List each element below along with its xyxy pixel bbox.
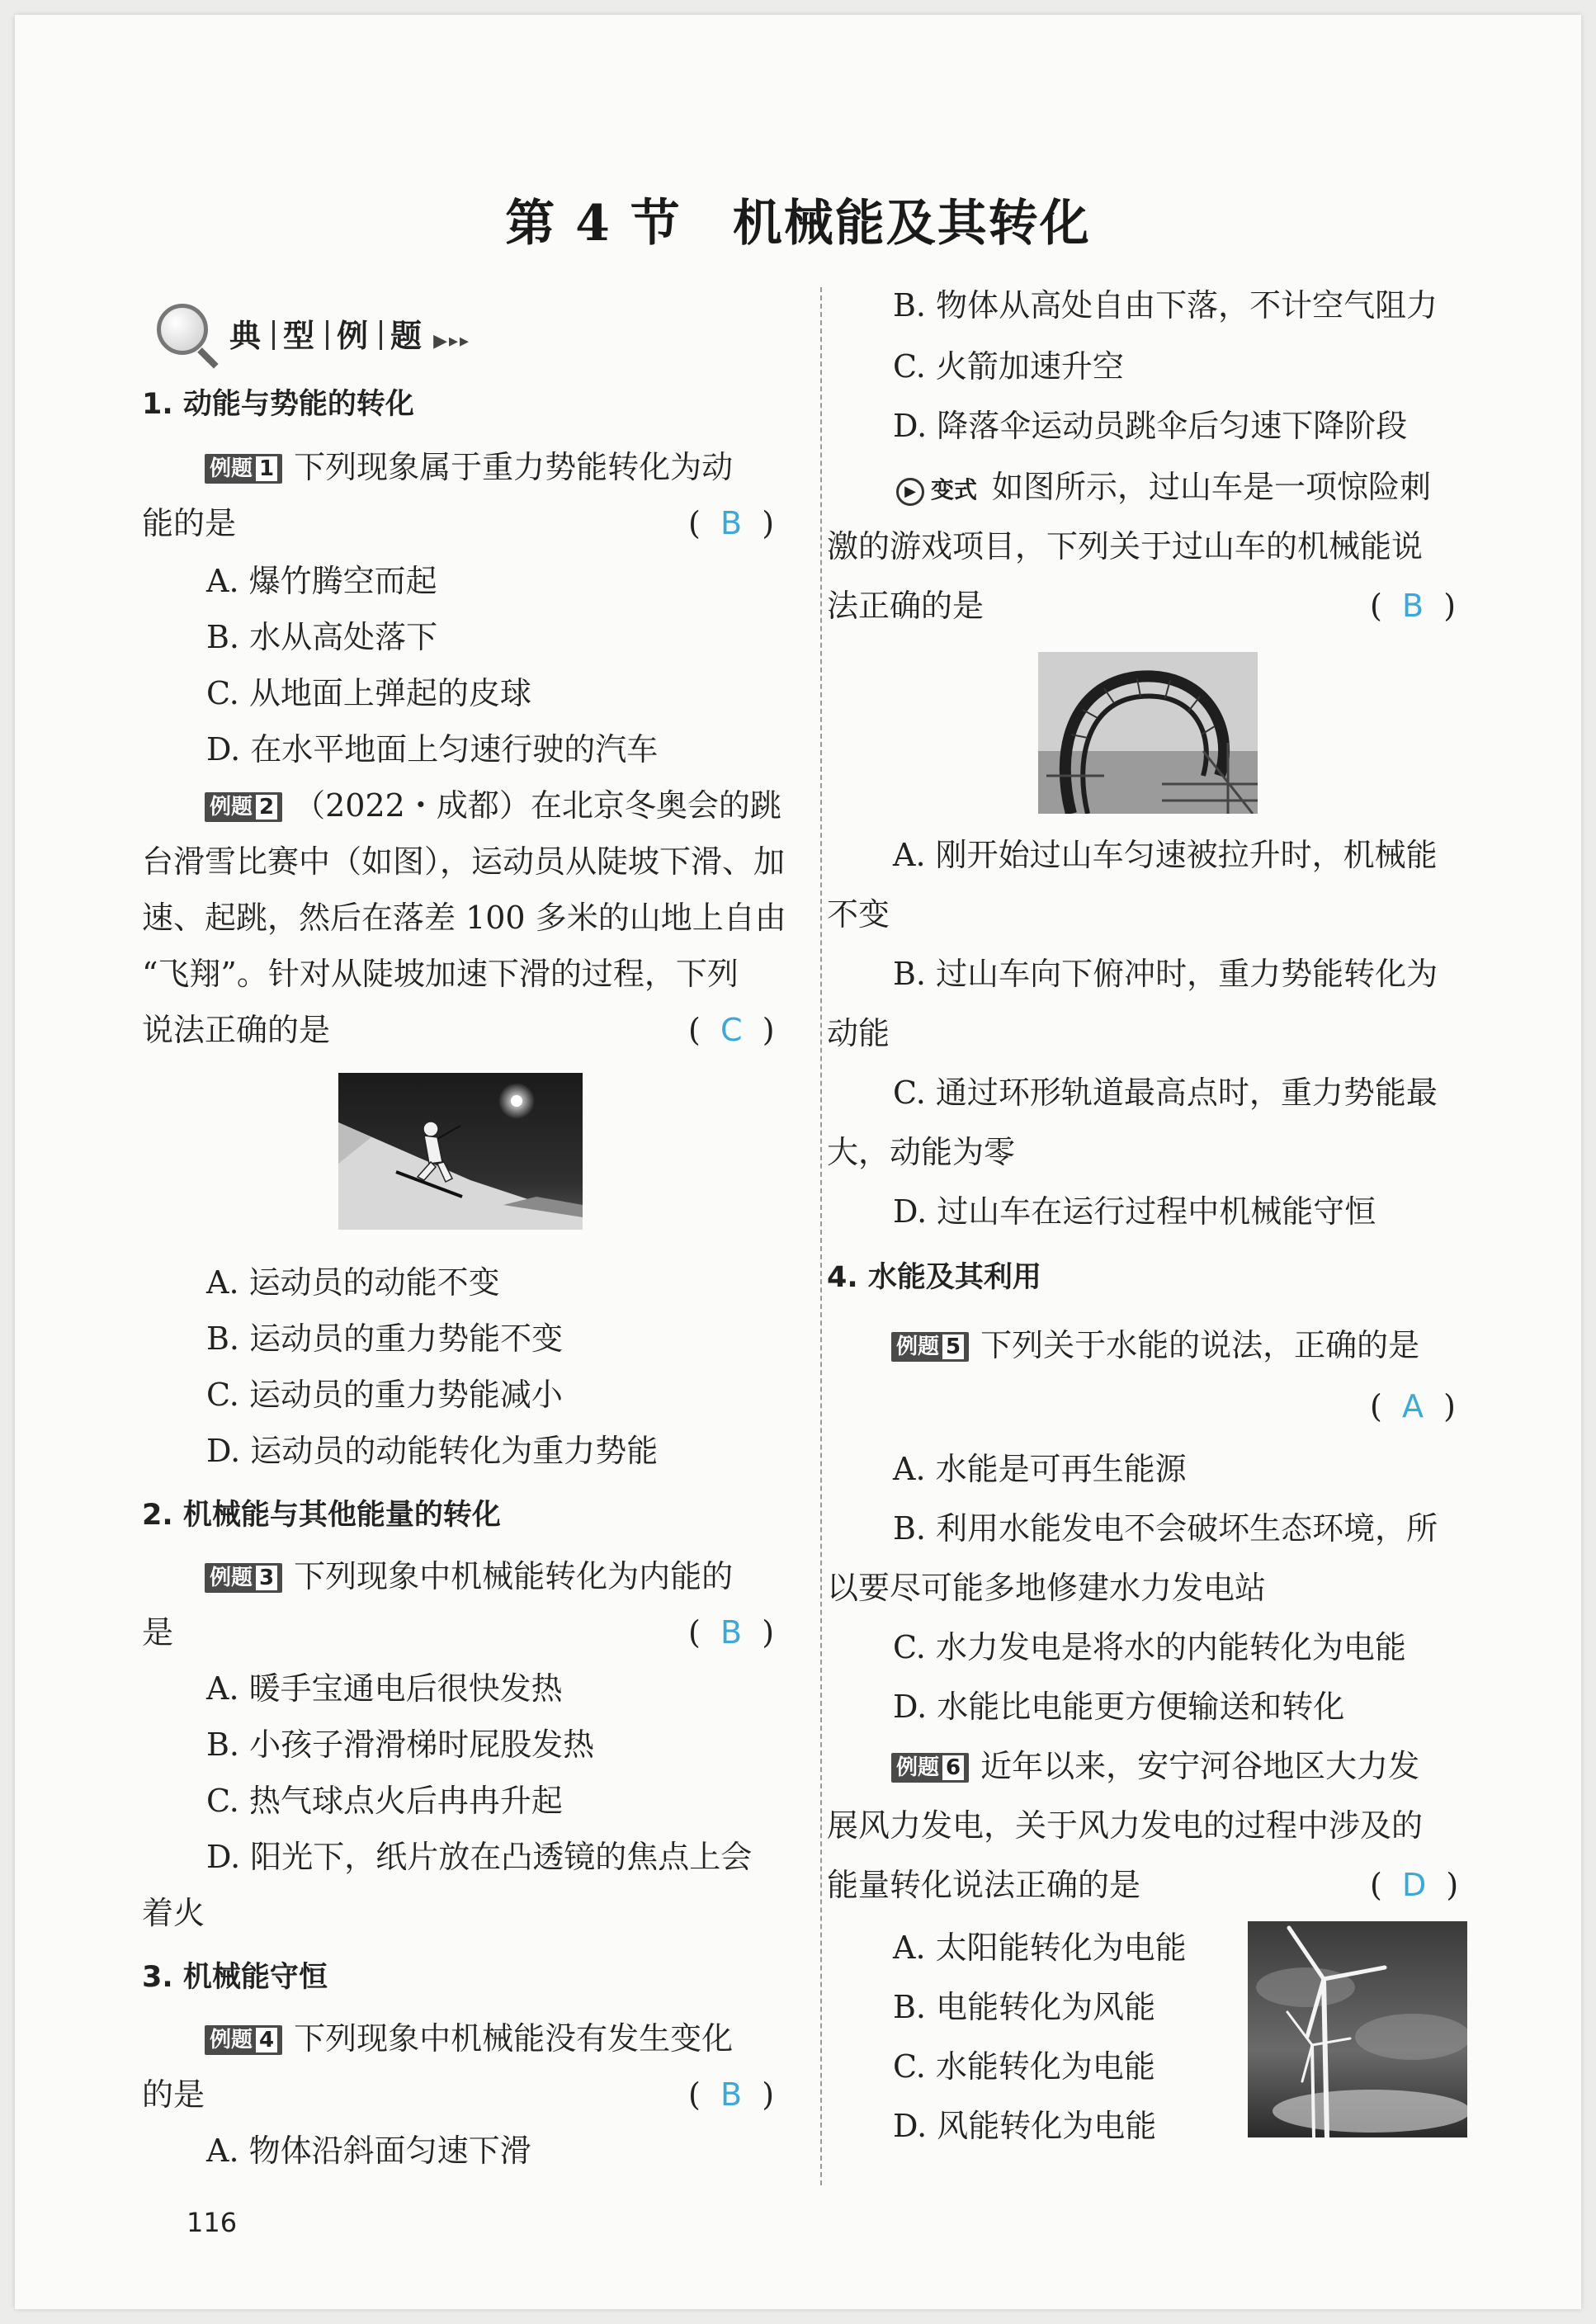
example-2-stem: 例题 2 （2022・成都）在北京冬奥会的跳 [205, 787, 781, 824]
variant-stem-cont: 法正确的是 [827, 588, 985, 624]
option: B. 水从高处落下 [206, 619, 438, 655]
example-5-stem: 例题 5 下列关于水能的说法，正确的是 [891, 1327, 1419, 1363]
section-header-label [229, 310, 470, 356]
answer-bracket: ( B ) [688, 2076, 775, 2113]
option: C. 火箭加速升空 [893, 348, 1124, 385]
triple-arrow-icon: ▶▸▸ [433, 331, 471, 352]
option-cont: 不变 [827, 896, 890, 933]
example-6-stem-cont: 能量转化说法正确的是 [827, 1867, 1141, 1903]
header-char: 例 [337, 318, 372, 354]
header-char: 典 [229, 318, 265, 354]
option: A. 爆竹腾空而起 [206, 563, 437, 599]
example-3-stem-cont: 是 [142, 1614, 174, 1651]
example-2-stem-cont: 速、起跳，然后在落差 100 多米的山地上自由 [142, 900, 786, 936]
header-char: 题 [390, 318, 426, 354]
option: D. 过山车在运行过程中机械能守恒 [893, 1193, 1376, 1230]
option: B. 运动员的重力势能不变 [206, 1320, 564, 1357]
option: D. 水能比电能更方便输送和转化 [893, 1689, 1345, 1725]
example-2-stem-cont: 台滑雪比赛中（如图），运动员从陡坡下滑、加 [142, 843, 786, 880]
roller-coaster-photo [1038, 652, 1258, 814]
textbook-page [15, 15, 1581, 2309]
wind-turbine-photo [1248, 1921, 1467, 2137]
option: A. 暖手宝通电后很快发热 [206, 1670, 563, 1707]
answer-bracket: ( A ) [1370, 1388, 1456, 1424]
magnifier-handle [197, 347, 218, 368]
option: B. 电能转化为风能 [893, 1989, 1156, 2025]
option: C. 运动员的重力势能减小 [206, 1377, 563, 1413]
example-2-stem-cont: 说法正确的是 [142, 1012, 331, 1048]
page-number: 116 [187, 2207, 238, 2238]
section-heading: 2. 机械能与其他能量的转化 [142, 1499, 501, 1532]
example-tag: 例题 5 [891, 1332, 969, 1362]
answer-bracket: ( B ) [688, 1614, 775, 1651]
example-tag: 例题 1 [205, 454, 282, 484]
section-heading: 4. 水能及其利用 [827, 1261, 1041, 1294]
example-1-stem-cont: 能的是 [142, 505, 237, 541]
example-tag: 例题 3 [205, 1563, 282, 1593]
option-cont: 动能 [827, 1015, 890, 1051]
variant-stem-cont: 激的游戏项目，下列关于过山车的机械能说 [827, 528, 1424, 564]
play-icon: ▶ [896, 478, 924, 506]
option: A. 刚开始过山车匀速被拉升时，机械能 [893, 837, 1438, 873]
answer-bracket: ( B ) [688, 505, 775, 541]
option: C. 热气球点火后冉冉升起 [206, 1783, 563, 1819]
option: D. 阳光下，纸片放在凸透镜的焦点上会 [206, 1839, 753, 1875]
example-6-stem-cont: 展风力发电，关于风力发电的过程中涉及的 [827, 1807, 1424, 1844]
option: C. 水能转化为电能 [893, 2048, 1155, 2085]
option: B. 过山车向下俯冲时，重力势能转化为 [893, 956, 1438, 992]
option: C. 水力发电是将水的内能转化为电能 [893, 1629, 1406, 1665]
column-divider [820, 287, 822, 2185]
option: D. 风能转化为电能 [893, 2108, 1157, 2144]
option-cont: 以要尽可能多地修建水力发电站 [827, 1570, 1267, 1606]
section-heading: 3. 机械能守恒 [142, 1961, 328, 1994]
example-2-stem-cont: “飞翔”。针对从陡坡加速下滑的过程，下列 [142, 956, 739, 992]
example-tag: 例题 6 [891, 1753, 969, 1783]
example-6-stem: 例题 6 近年以来，安宁河谷地区大力发 [891, 1748, 1419, 1784]
option: B. 利用水能发电不会破坏生态环境，所 [893, 1510, 1438, 1547]
option: A. 水能是可再生能源 [893, 1451, 1187, 1487]
option: B. 物体从高处自由下落，不计空气阻力 [893, 287, 1438, 324]
page-title: 第 4 节 机械能及其转化 [505, 195, 1091, 253]
answer-bracket: ( B ) [1370, 588, 1457, 624]
section-heading: 1. 动能与势能的转化 [142, 388, 414, 421]
example-tag: 例题 4 [205, 2025, 282, 2055]
ski-jump-photo [338, 1073, 583, 1230]
option: D. 降落伞运动员跳伞后匀速下降阶段 [893, 408, 1408, 444]
variant-stem: ▶ 变式 如图所示，过山车是一项惊险刺 [896, 469, 1431, 508]
example-4-stem-cont: 的是 [142, 2076, 205, 2113]
option: A. 太阳能转化为电能 [893, 1930, 1187, 1966]
option: B. 小孩子滑滑梯时屁股发热 [206, 1726, 595, 1763]
option: C. 通过环形轨道最高点时，重力势能最 [893, 1075, 1438, 1111]
example-tag: 例题 2 [205, 792, 282, 822]
header-char: 型 [283, 318, 319, 354]
option-cont: 大，动能为零 [827, 1134, 1016, 1170]
example-1-stem: 例题 1 下列现象属于重力势能转化为动 [205, 449, 733, 485]
option: D. 运动员的动能转化为重力势能 [206, 1433, 659, 1469]
example-4-stem: 例题 4 下列现象中机械能没有发生变化 [205, 2020, 733, 2057]
option: A. 运动员的动能不变 [206, 1264, 500, 1301]
example-3-stem: 例题 3 下列现象中机械能转化为内能的 [205, 1558, 733, 1594]
answer-bracket: ( D ) [1370, 1867, 1459, 1903]
option: A. 物体沿斜面匀速下滑 [206, 2133, 531, 2169]
magnifier-icon [157, 304, 208, 355]
option: D. 在水平地面上匀速行驶的汽车 [206, 731, 659, 768]
option-cont: 着火 [142, 1895, 205, 1931]
answer-bracket: ( C ) [688, 1012, 775, 1048]
option: C. 从地面上弹起的皮球 [206, 675, 531, 711]
